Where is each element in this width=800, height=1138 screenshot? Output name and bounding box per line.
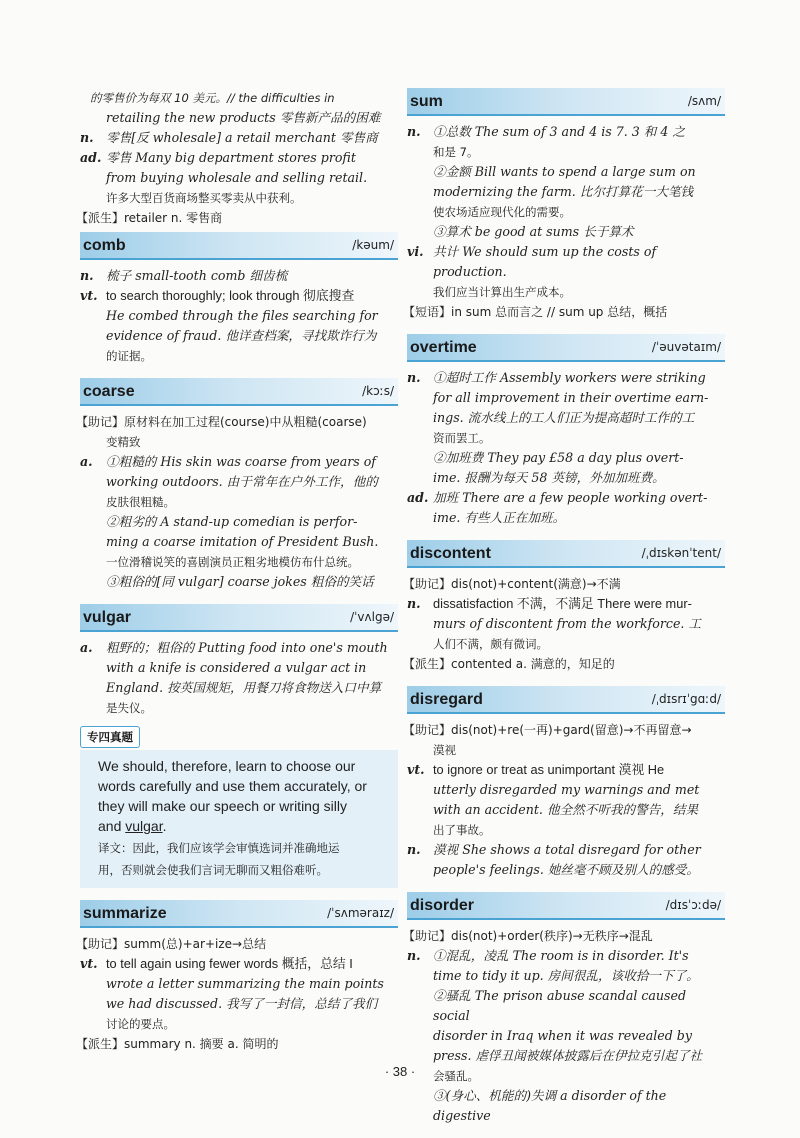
headword-bar xyxy=(407,540,725,568)
headword: sum xyxy=(410,93,443,110)
sense-text: 粗野的；粗俗的 Putting food into one's mouth xyxy=(106,640,388,655)
text-line: modernizing the farm. 比尔打算花一大笔钱 xyxy=(433,184,694,199)
right-column xyxy=(403,88,725,1138)
sense-n xyxy=(80,128,398,148)
headword: disorder xyxy=(410,897,475,914)
pos-label: vi. xyxy=(407,244,424,259)
aid-line: 【助记】summ(总)+ar+ize→总结 xyxy=(76,937,267,951)
phonetic: /ˌdɪskənˈtent/ xyxy=(641,546,721,560)
sense-n xyxy=(407,368,725,388)
text-line: 和是 7。 xyxy=(433,145,479,159)
text-line: people's feelings. 她丝毫不顾及别人的感受。 xyxy=(433,862,699,877)
pos-label: n. xyxy=(407,370,421,385)
text-line: He combed through the files searching for xyxy=(106,308,378,323)
pos-label: n. xyxy=(407,596,421,611)
sense-text: 共计 We should sum up the costs of production. xyxy=(433,244,657,279)
text-line: with an accident. 他全然不听我的警告，结果 xyxy=(433,802,699,817)
entry-retail-continued xyxy=(76,88,398,228)
sense-a xyxy=(80,452,398,472)
headword-bar xyxy=(80,900,398,928)
text-line: time to tidy it up. 房间很乱，该收拾一下了。 xyxy=(433,968,699,983)
pos-label: n. xyxy=(80,268,94,283)
headword: coarse xyxy=(83,383,135,400)
phonetic: /dɪsˈɔːdə/ xyxy=(665,898,721,912)
text-line: 讨论的要点。 xyxy=(106,1017,175,1031)
sense-n xyxy=(407,840,725,860)
entry-vulgar xyxy=(80,604,398,718)
sense-vi xyxy=(407,242,725,282)
sense-text: 零售[反 wholesale] a retail merchant 零售商 xyxy=(106,130,378,145)
sense-vt xyxy=(80,286,398,306)
exam-label: 专四真题 xyxy=(80,726,140,748)
text-line: ②金额 Bill wants to spend a large sum on xyxy=(433,164,696,179)
pos-label: ad. xyxy=(80,150,102,165)
exam-sentence: words carefully and use them accurately, or xyxy=(98,778,367,794)
text-line: 人们不满，颇有微词。 xyxy=(433,637,548,651)
text-line: we had discussed. 我写了一封信，总结了我们 xyxy=(106,996,378,1011)
sense-text: ①混乱，凌乱 The room is in disorder. It's xyxy=(433,948,689,963)
phonetic: /ˈəuvətaɪm/ xyxy=(651,340,721,354)
pos-label: a. xyxy=(80,454,93,469)
exam-text: and xyxy=(98,818,126,834)
sense-n xyxy=(407,122,725,142)
text-line: ②粗劣的 A stand-up comedian is perfor- xyxy=(106,514,358,529)
text-line: press. 虐俘丑闻被媒体披露后在伊拉克引起了社 xyxy=(433,1048,703,1063)
text-line: ming a coarse imitation of President Bush. xyxy=(106,534,379,549)
exam-sentence: We should, therefore, learn to choose our xyxy=(98,758,356,774)
phonetic: /ˈsʌməraɪz/ xyxy=(327,906,394,920)
text-line: murs of discontent from the workforce. 工 xyxy=(433,616,701,631)
exam-keyword: vulgar xyxy=(125,818,163,834)
entry-sum xyxy=(403,88,725,322)
sense-text: 漠视 She shows a total disregard for other xyxy=(433,842,701,857)
exam-body xyxy=(80,750,398,888)
text-line: 许多大型百货商场整买零卖从中获利。 xyxy=(106,191,302,205)
text-line: ings. 流水线上的工人们正为提高超时工作的工 xyxy=(433,410,695,425)
text-line: working outdoors. 由于常年在户外工作，他的 xyxy=(106,474,378,489)
pos-label: n. xyxy=(80,130,94,145)
aid-line: 【助记】dis(not)+content(满意)→不满 xyxy=(403,577,621,591)
page-number: · 38 · xyxy=(384,1064,416,1079)
phonetic: /ˈvʌlgə/ xyxy=(350,610,394,624)
headword-bar xyxy=(80,232,398,260)
left-column xyxy=(76,88,398,1066)
sense-text: 梳子 small-tooth comb 细齿梳 xyxy=(106,268,288,283)
phonetic: /sʌm/ xyxy=(687,94,721,108)
entry-disorder xyxy=(403,892,725,1126)
text-line: ②骚乱 The prison abuse scandal caused social xyxy=(433,988,687,1023)
text-line: 的零售价为每双 10 美元。// the difficulties in xyxy=(90,91,335,105)
text-line: disorder in Iraq when it was revealed by xyxy=(433,1028,692,1043)
pos-label: a. xyxy=(80,640,93,655)
text-line: utterly disregarded my warnings and met xyxy=(433,782,700,797)
text-line: ③算术 be good at sums 长于算术 xyxy=(433,224,634,239)
text-line: retailing the new products 零售新产品的困难 xyxy=(106,110,381,125)
sense-n xyxy=(407,946,725,966)
sense-vt xyxy=(407,760,725,780)
exam-translation: 译文：因此，我们应该学会审慎选词并准确地运 xyxy=(98,841,340,855)
pos-label: ad. xyxy=(407,490,429,505)
derive-line: 【派生】contented a. 满意的，知足的 xyxy=(403,657,615,671)
sense-vt xyxy=(80,954,398,974)
entry-summarize xyxy=(76,900,398,1054)
text-line: ime. 报酬为每天 58 英镑，外加加班费。 xyxy=(433,470,665,485)
phrase-line: 【短语】in sum 总而言之 // sum up 总结，概括 xyxy=(403,305,668,319)
text-line: ime. 有些人正在加班。 xyxy=(433,510,566,525)
headword-bar xyxy=(80,378,398,406)
derive-line: 【派生】retailer n. 零售商 xyxy=(76,211,223,225)
entry-overtime xyxy=(407,334,725,528)
sense-text: to ignore or treat as unimportant 漠视 He xyxy=(433,762,665,777)
entry-disregard xyxy=(403,686,725,880)
text-line: ③粗俗的[同 vulgar] coarse jokes 粗俗的笑话 xyxy=(106,574,374,589)
text-line: 出了事故。 xyxy=(433,823,491,837)
headword-bar xyxy=(407,334,725,362)
text-line: from buying wholesale and selling retail. xyxy=(106,170,368,185)
aid-line: 【助记】dis(not)+order(秩序)→无秩序→混乱 xyxy=(403,929,653,943)
headword-bar xyxy=(407,892,725,920)
text-line: 是失仪。 xyxy=(106,701,152,715)
sense-ad xyxy=(407,488,725,508)
headword: overtime xyxy=(410,339,477,356)
entry-comb xyxy=(80,232,398,366)
exam-translation: 用，否则就会使我们言词无聊而又粗俗难听。 xyxy=(98,863,328,877)
pos-label: n. xyxy=(407,948,421,963)
headword-bar xyxy=(407,88,725,116)
pos-label: n. xyxy=(407,842,421,857)
phonetic: /kəum/ xyxy=(352,238,394,252)
text-line: 皮肤很粗糙。 xyxy=(106,495,175,509)
sense-text: ①总数 The sum of 3 and 4 is 7. 3 和 4 之 xyxy=(433,124,685,139)
text-line: ③(身心、机能的)失调 a disorder of the digestive xyxy=(433,1088,667,1123)
entry-coarse xyxy=(76,378,398,592)
headword: vulgar xyxy=(83,609,132,626)
exam-sentence xyxy=(98,816,386,836)
sense-text: 零售 Many big department stores profit xyxy=(106,150,356,165)
sense-text: to search thoroughly; look through 彻底搜查 xyxy=(106,288,355,303)
headword: summarize xyxy=(83,905,167,922)
derive-line: 【派生】summary n. 摘要 a. 简明的 xyxy=(76,1037,279,1051)
pos-label: n. xyxy=(407,124,421,139)
aid-line: 【助记】原材料在加工过程(course)中从粗糙(coarse) xyxy=(76,415,367,429)
headword: disregard xyxy=(410,691,483,708)
text-line: 的证据。 xyxy=(106,349,152,363)
pos-label: vt. xyxy=(407,762,425,777)
sense-n xyxy=(407,594,725,614)
aid-line: 【助记】dis(not)+re(一再)+gard(留意)→不再留意→ xyxy=(403,723,692,737)
exam-sentence: they will make our speech or writing silly xyxy=(98,798,347,814)
entry-discontent xyxy=(403,540,725,674)
text-line: 一位滑稽说笑的喜剧演员正粗劣地模仿布什总统。 xyxy=(106,555,359,569)
phonetic: /ˌdɪsrɪˈgɑːd/ xyxy=(651,692,721,706)
headword: discontent xyxy=(410,545,491,562)
sense-text: ①超时工作 Assembly workers were striking xyxy=(433,370,706,385)
text-line: wrote a letter summarizing the main points xyxy=(106,976,384,991)
text-line: 会骚乱。 xyxy=(433,1069,479,1083)
text-line: 变精致 xyxy=(106,435,141,449)
sense-n xyxy=(80,266,398,286)
text-line: England. 按英国规矩，用餐刀将食物送入口中算 xyxy=(106,680,382,695)
text-line: ②加班费 They pay £58 a day plus overt- xyxy=(433,450,684,465)
text-line: 漠视 xyxy=(433,743,456,757)
sense-a xyxy=(80,638,398,658)
headword-bar xyxy=(80,604,398,632)
exam-text: . xyxy=(162,818,167,834)
exam-box xyxy=(80,726,398,888)
sense-text: 加班 There are a few people working overt- xyxy=(433,490,708,505)
sense-ad xyxy=(80,148,398,168)
text-line: 我们应当计算出生产成本。 xyxy=(433,285,571,299)
text-line: evidence of fraud. 他详查档案，寻找欺诈行为 xyxy=(106,328,377,343)
text-line: 使农场适应现代化的需要。 xyxy=(433,205,571,219)
phonetic: /kɔːs/ xyxy=(362,384,394,398)
text-line: for all improvement in their overtime earn- xyxy=(433,390,709,405)
pos-label: vt. xyxy=(80,956,98,971)
text-line: with a knife is considered a vulgar act in xyxy=(106,660,367,675)
headword: comb xyxy=(83,237,126,254)
text-line: 资而罢工。 xyxy=(433,431,491,445)
sense-text: ①粗糙的 His skin was coarse from years of xyxy=(106,454,376,469)
headword-bar xyxy=(407,686,725,714)
pos-label: vt. xyxy=(80,288,98,303)
sense-text: dissatisfaction 不满，不满足 There were mur- xyxy=(433,596,692,611)
sense-text: to tell again using fewer words 概括，总结 I xyxy=(106,956,353,971)
